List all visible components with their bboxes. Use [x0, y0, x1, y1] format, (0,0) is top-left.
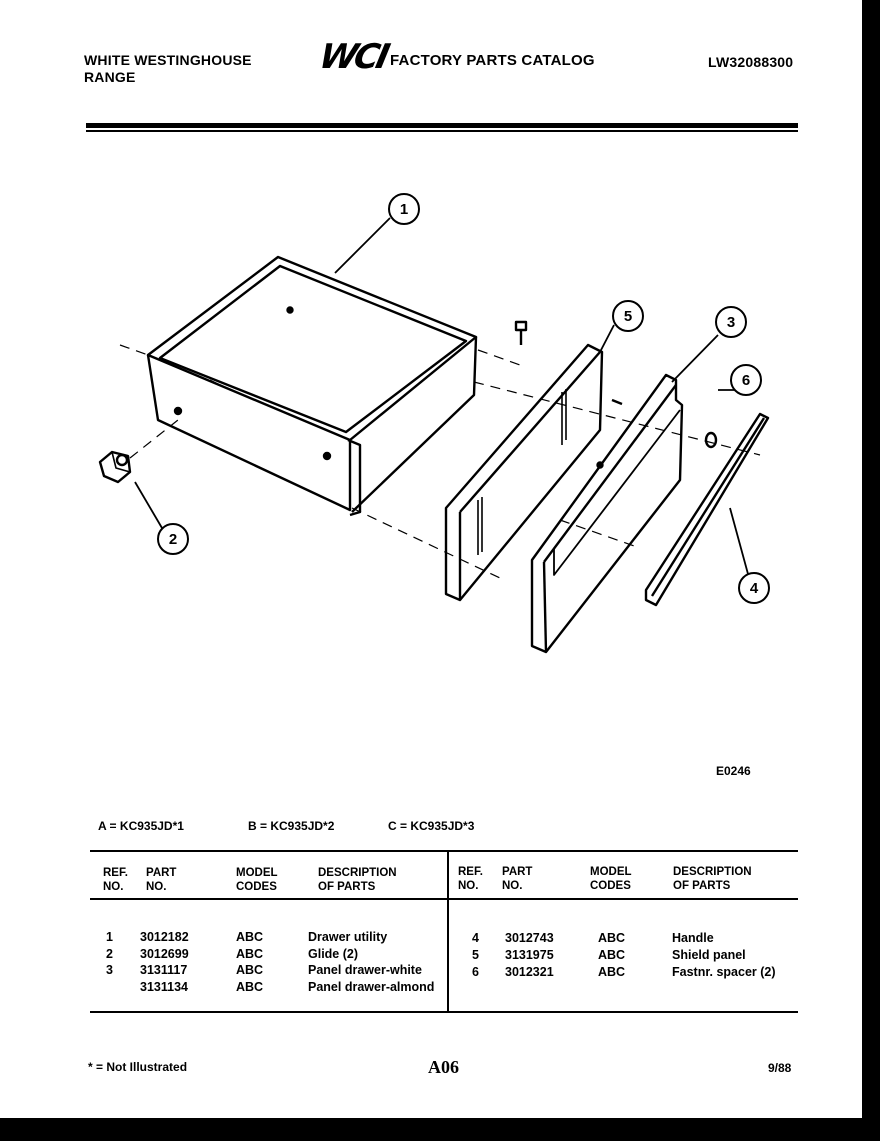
glide-drawing [100, 452, 130, 482]
right-row-2-codes: ABC [598, 948, 626, 962]
callout-2: 2 [168, 531, 178, 548]
wci-logo: WCI [315, 37, 391, 77]
table-header-rule [90, 898, 798, 900]
header-part-right: PART NO. [502, 866, 533, 892]
left-row-3-part: 3131117 [140, 963, 188, 977]
right-row-2-ref: 5 [472, 948, 479, 962]
figure-code: E0246 [716, 764, 751, 778]
table-bottom-rule [90, 1011, 798, 1013]
catalog-title: FACTORY PARTS CATALOG [390, 52, 595, 69]
page-code: A06 [428, 1057, 459, 1077]
right-row-1-codes: ABC [598, 931, 626, 945]
left-row-3-codes: ABC [236, 963, 264, 977]
header-part: PART NO. [146, 867, 177, 893]
catalog-number: LW32088300 [708, 54, 794, 70]
right-row-3-codes: ABC [598, 965, 626, 979]
header-description-right: DESCRIPTION OF PARTS [673, 866, 752, 892]
left-row-2-ref: 2 [106, 947, 113, 961]
left-row-3-ref: 3 [106, 963, 113, 977]
header-model-right: MODEL CODES [590, 866, 632, 892]
right-row-1-desc: Handle [672, 931, 714, 945]
callout-1: 1 [399, 201, 409, 218]
header-model: MODEL CODES [236, 867, 278, 893]
shield-panel-drawing [446, 345, 602, 600]
callout-6: 6 [741, 372, 751, 389]
model-b: B = KC935JD*2 [248, 819, 335, 833]
brand-line-1: WHITE WESTINGHOUSE [84, 52, 252, 68]
left-row-3-desc: Panel drawer-white [308, 963, 422, 977]
right-row-3-ref: 6 [472, 965, 479, 979]
left-row-4-part: 3131134 [140, 980, 188, 994]
left-row-1-desc: Drawer utility [308, 930, 388, 944]
right-row-3-part: 3012321 [505, 965, 554, 979]
model-a: A = KC935JD*1 [98, 819, 184, 833]
header-ref: REF. NO. [103, 867, 128, 893]
header-description: DESCRIPTION OF PARTS [318, 867, 397, 893]
model-c: C = KC935JD*3 [388, 819, 475, 833]
left-row-1-ref: 1 [106, 930, 113, 944]
spacer-drawing [706, 433, 716, 447]
left-row-1-codes: ABC [236, 930, 264, 944]
callout-4: 4 [749, 580, 759, 597]
left-row-4-codes: ABC [236, 980, 264, 994]
left-row-4-desc: Panel drawer-almond [308, 980, 435, 994]
header-ref-right: REF. NO. [458, 866, 483, 892]
callout-5: 5 [623, 308, 633, 325]
right-row-2-desc: Shield panel [672, 948, 746, 962]
brand-line-2: RANGE [84, 69, 136, 85]
table-top-rule [90, 850, 798, 852]
left-row-2-desc: Glide (2) [308, 947, 359, 961]
drawer-utility-drawing [148, 257, 476, 515]
right-row-2-part: 3131975 [505, 948, 554, 962]
right-row-1-part: 3012743 [505, 931, 554, 945]
left-row-2-part: 3012699 [140, 947, 189, 961]
right-row-1-ref: 4 [472, 931, 479, 945]
left-row-2-codes: ABC [236, 947, 264, 961]
right-row-3-desc: Fastnr. spacer (2) [672, 965, 776, 979]
footer-note: * = Not Illustrated [88, 1060, 188, 1074]
footer-date: 9/88 [768, 1061, 792, 1075]
screw-drawing [516, 322, 622, 404]
table-divider [447, 850, 449, 1012]
left-row-1-part: 3012182 [140, 930, 189, 944]
callout-3: 3 [726, 314, 736, 331]
